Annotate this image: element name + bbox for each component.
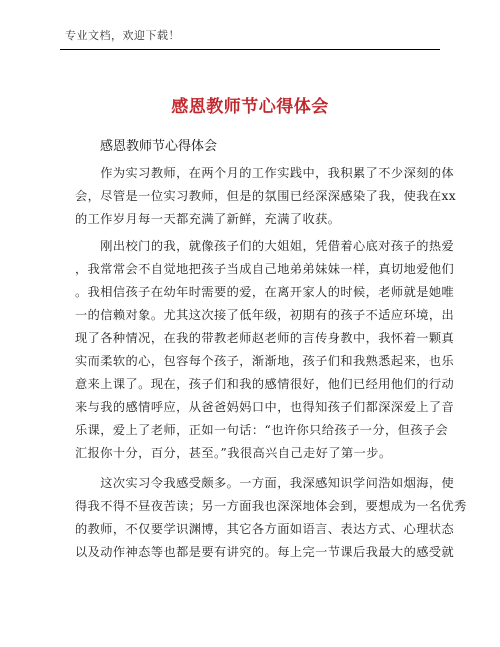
- text-line: 这次实习令我感受颇多。一方面，我深感知识学问浩如烟海，使: [75, 476, 455, 490]
- text-line: 乐课，爱上了老师，正如一句话：“也许你只给孩子一分，但孩子会: [75, 423, 449, 437]
- document-title: 感恩教师节心得体会: [171, 97, 329, 117]
- text-line: 以及动作神态等也都是要有讲究的。每上完一节课后我最大的感受就: [75, 545, 455, 559]
- text-line: 意来上课了。现在，孩子们和我的感情很好，他们已经用他们的行动: [75, 377, 455, 391]
- text-line: 汇报你十分，百分，甚至。”我很高兴自己走好了第一步。: [75, 446, 392, 460]
- text-line: 刚出校门的我，就像孩子们的大姐姐，凭借着心底对孩子的热爱: [75, 239, 455, 253]
- text-line: 实而柔软的心，包容每个孩子，渐渐地，孩子们和我熟悉起来，也乐: [75, 354, 455, 368]
- header-divider: [60, 49, 440, 50]
- text-line: 。我相信孩子在幼年时需要的爱，在离开家人的时候，老师就是她唯: [75, 285, 455, 299]
- text-line: 的教师，不仅要学识渊博，其它各方面如语言、表达方式、心理状态: [75, 522, 455, 536]
- text-line: 来与我的感情呼应，从爸爸妈妈口中，也得知孩子们都深深爱上了音: [75, 400, 455, 414]
- document-subtitle: 感恩教师节心得体会: [100, 139, 218, 154]
- text-line: 的工作岁月每一天都充满了新鲜，充满了收获。: [75, 212, 341, 226]
- text-line: 一的信赖对象。尤其这次接了低年级，初期有的孩子不适应环境，出: [75, 308, 455, 322]
- text-line: ，我常常会不自觉地把孩子当成自己地弟弟妹妹一样，真切地爱他们: [75, 262, 455, 276]
- text-line: 现了各种情况，在我的带教老师赵老师的言传身教中，我怀着一颗真: [75, 331, 455, 345]
- text-line: 得我不得不昼夜苦读；另一方面我也深深地体会到，要想成为一名优秀: [75, 499, 467, 513]
- text-line: 作为实习教师，在两个月的工作实践中，我积累了不少深刻的体: [75, 166, 455, 180]
- text-line: 会，尽管是一位实习教师，但是的氛围已经深深感染了我，使我在xx: [75, 189, 457, 203]
- header-note: 专业文档，欢迎下载！: [65, 29, 180, 42]
